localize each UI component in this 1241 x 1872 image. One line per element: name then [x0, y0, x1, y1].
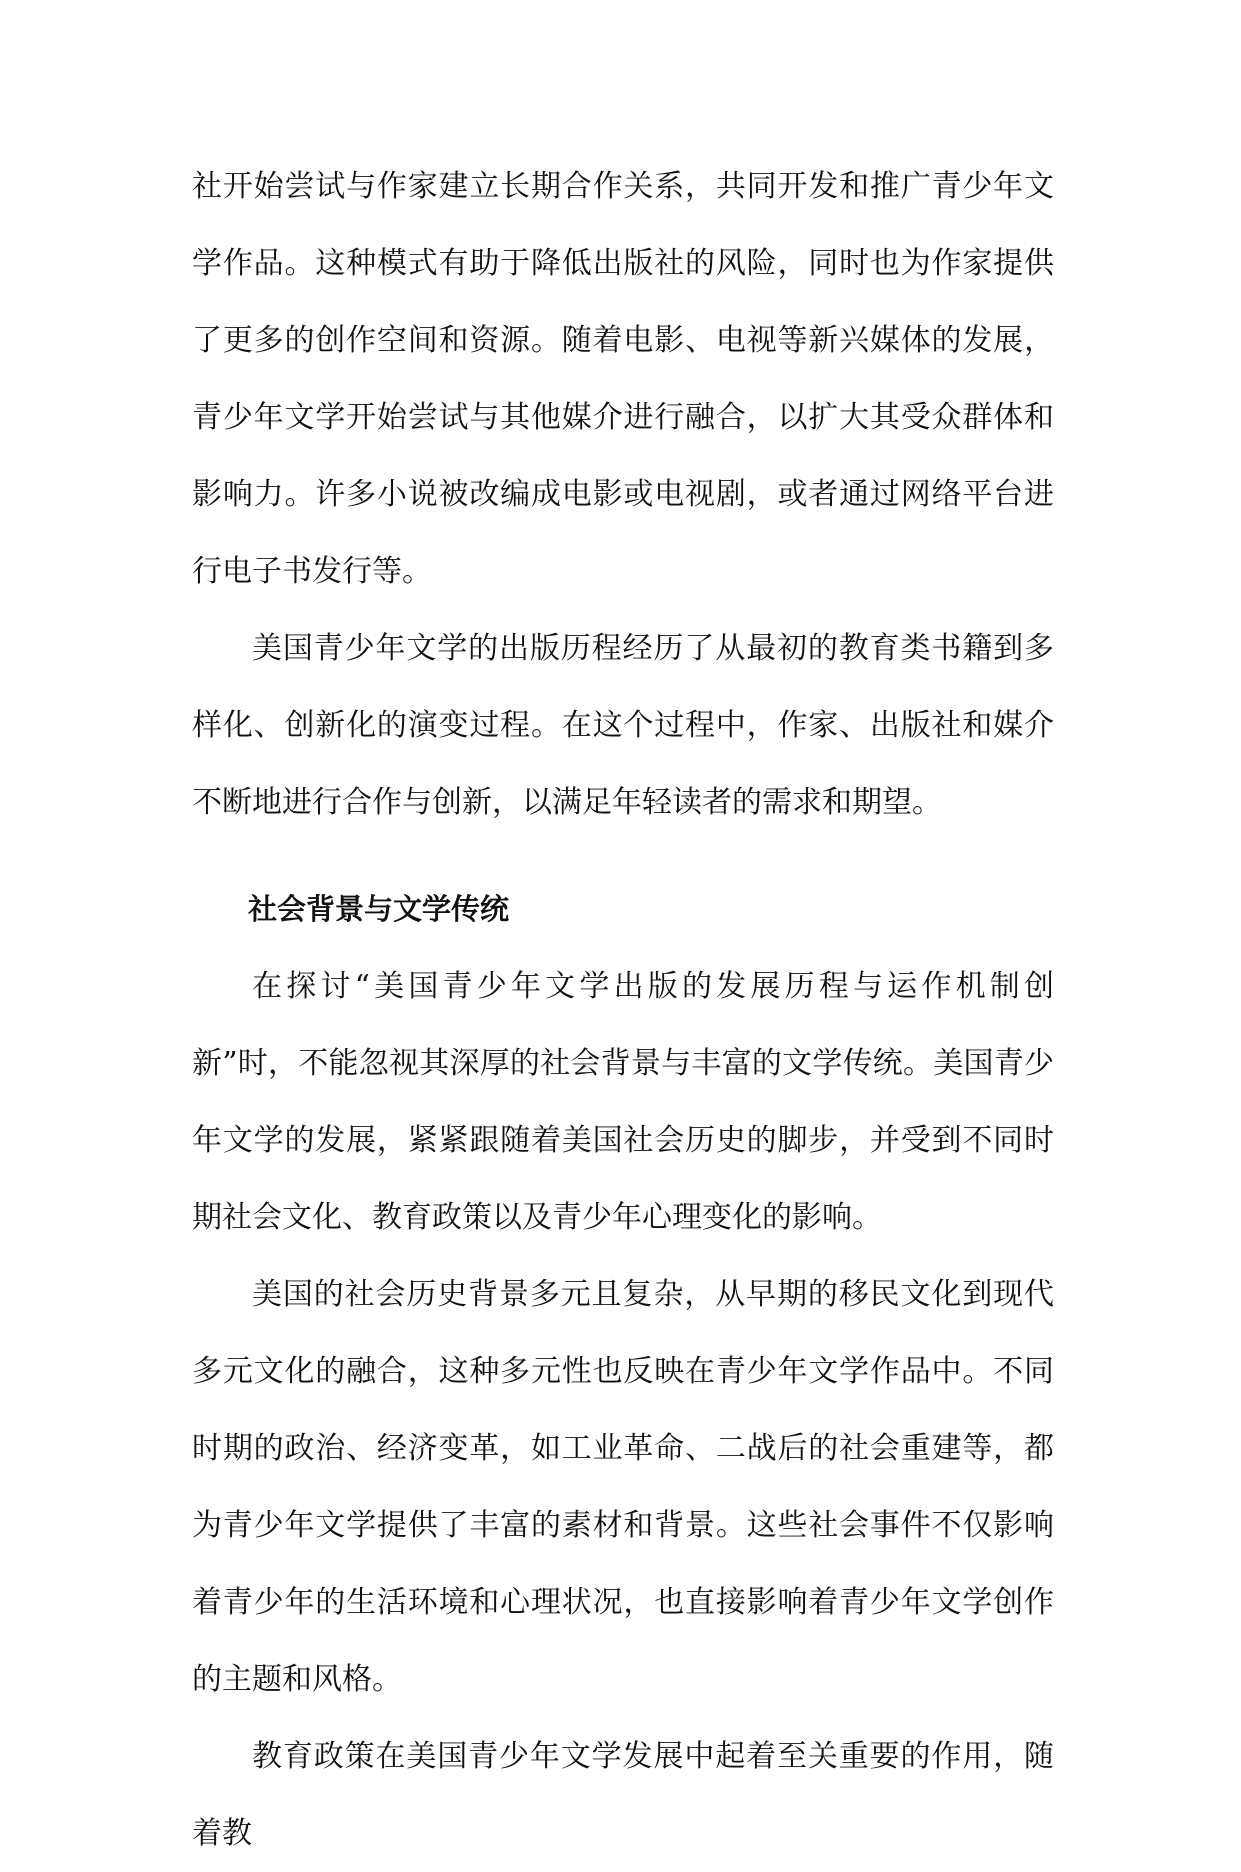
paragraph-summary: 美国青少年文学的出版历程经历了从最初的教育类书籍到多样化、创新化的演变过程。在这个过程中，作家、出版社和媒介不断地进行合作与创新，以满足年轻读者的需求和期望。	[192, 631, 1054, 820]
paragraph-education-policy: 教育政策在美国青少年文学发展中起着至关重要的作用，随着教	[192, 1739, 1054, 1851]
section-heading: 社会背景与文学传统	[248, 892, 510, 926]
paragraph-continuation: 社开始尝试与作家建立长期合作关系，共同开发和推广青少年文学作品。这种模式有助于降低出版社的风险，同时也为作家提供了更多的创作空间和资源。随着电影、电视等新兴媒体的发展，青少年文学开始尝试与其他媒介进行融合，以扩大其受众群体和影响力。许多小说被改编成电影或电视剧，或者通过网络平台进行电子书发行等。	[192, 169, 1054, 589]
paragraph-social-history: 美国的社会历史背景多元且复杂，从早期的移民文化到现代多元文化的融合，这种多元性也反映在青少年文学作品中。不同时期的政治、经济变革，如工业革命、二战后的社会重建等，都为青少年文学提供了丰富的素材和背景。这些社会事件不仅影响着青少年的生活环境和心理状况，也直接影响着青少年文学创作的主题和风格。	[192, 1277, 1054, 1697]
document-body	[192, 148, 1054, 1872]
paragraph-intro: 在探讨“美国青少年文学出版的发展历程与运作机制创新”时，不能忽视其深厚的社会背景与丰富的文学传统。美国青少年文学的发展，紧紧跟随着美国社会历史的脚步，并受到不同时期社会文化、教育政策以及青少年心理变化的影响。	[192, 969, 1054, 1235]
